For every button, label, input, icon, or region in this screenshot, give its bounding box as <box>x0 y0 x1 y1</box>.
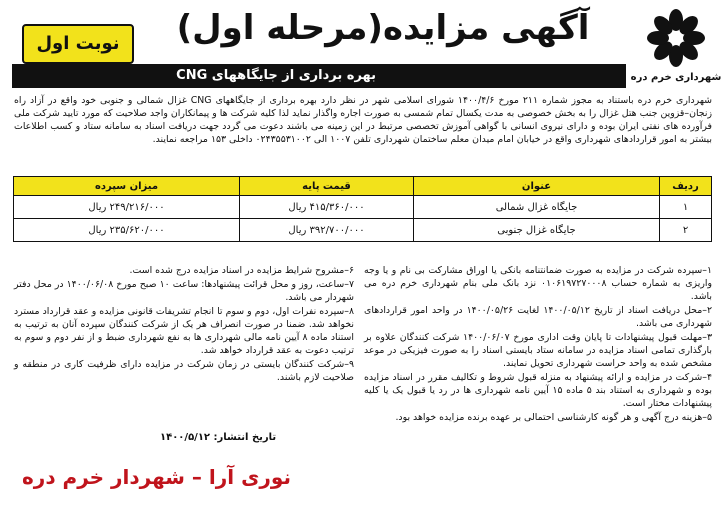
logo-label: شهرداری خرم دره <box>630 72 722 83</box>
conditions-left-column <box>14 264 354 385</box>
intro-paragraph: شهرداری خرم دره باستناد به مجوز شماره ۲۱۱ مورخ ۱۴۰۰/۴/۶ شورای اسلامی شهر در نظر دارد بهره برداری از جایگاههای CNG غزال شمالی و جنوبی خود واقع در آزاد راه زنجان–قزوین جنب هتل غزال را به بخش خصوصی به مدت یکسال تمام شمسی به صورت اجاره واگذار نماید لذا کلیه شرکت ها و پیمانکاران واجد صلاحیت که مورد تایید شرکت ملی فرآورده های نفتی ایران بوده و دارای نیروی انسانی با گواهی آموزش تخصصی مرتبط در این زمینه می باشند دعوت می گردد جهت دریافت اسناد به سامانه ستاد و کسب اطلاعات بیشتر به امور قراردادهای شهرداری واقع در خیابان امام میدان معلم ساختمان شهرداری تلفن ۱۰۰۷ الی ۰۲۴۳۵۵۳۱۰۰۲ داخلی ۱۵۳ مراجعه نمایند. <box>14 95 713 145</box>
auction-table <box>13 176 712 242</box>
mayor-signature: نوری آرا – شهردار خرم دره <box>22 465 291 489</box>
table-row <box>14 219 712 242</box>
publish-date: تاریخ انتشار: ۱۴۰۰/۵/۱۲ <box>160 432 277 443</box>
base-price-cell: ۳۹۲/۷۰۰/۰۰۰ ریال <box>240 219 414 242</box>
base-price-cell: ۴۱۵/۳۶۰/۰۰۰ ریال <box>240 196 414 219</box>
column-header-deposit: میزان سپرده <box>14 177 240 196</box>
column-header-base-price: قیمت پایه <box>240 177 414 196</box>
column-header-title: عنوان <box>414 177 660 196</box>
condition-item: ۶–مشروح شرایط مزایده در اسناد مزایده درج شده است. <box>129 265 354 276</box>
condition-item: ۹–شرکت کنندگان بایستی در زمان شرکت در مزایده دارای ظرفیت کاری در منطقه و صلاحیت لازم باشند. <box>14 359 354 383</box>
title-cell: جایگاه غزال جنوبی <box>414 219 660 242</box>
condition-item: ۳–مهلت قبول پیشنهادات تا پایان وقت اداری مورخ ۱۴۰۰/۰۶/۰۷ شرکت کنندگان علاوه بر بارگذاری تمامی اسناد مزایده در سامانه ستاد بایستی اسناد را به صورت فیزیکی در موعد مشخص شده به واحد حراست شهرداری تحویل نمایند. <box>364 332 712 369</box>
condition-item: ۴–شرکت در مزایده و ارائه پیشنهاد به منزله قبول شروط و تکالیف مقرر در اسناد مزایده بوده و شهرداری به استناد بند ۵ ماده ۱۵ آیین نامه شهرداری ها در رد یا قبول یک یا کلیه پیشنهادات مختار است. <box>364 372 712 409</box>
page-title: آگهی مزایده(مرحله اول) <box>176 8 590 48</box>
logo-emblem-icon <box>641 6 711 70</box>
condition-item: ۱–سپرده شرکت در مزایده به صورت ضمانتنامه بانکی یا اوراق مشارکت بی نام و یا وجه واریزی به شماره حساب ۰۱۰۶۱۹۷۲۷۰۰۰۸ نزد بانک ملی بنام شهرداری خرم دره می باشد. <box>364 265 712 302</box>
condition-item: ۲–محل دریافت اسناد از تاریخ ۱۴۰۰/۰۵/۱۲ لغایت ۱۴۰۰/۰۵/۲۶ در واحد امور قراردادهای شهرداری می باشد. <box>364 305 712 329</box>
deposit-cell: ۲۳۵/۶۲۰/۰۰۰ ریال <box>14 219 240 242</box>
subtitle-bar: بهره برداری از جایگاههای CNG <box>12 64 626 88</box>
table-row <box>14 196 712 219</box>
conditions-right-column <box>364 264 712 425</box>
condition-item: ۸–سپرده نفرات اول، دوم و سوم تا انجام تشریفات قانونی مزایده و عقد قرارداد مسترد نخواهد شد. ضمنا در صورت انصراف هر یک از شرکت کنندگان سپرده آنان به ترتیب به استناد ماده ۸ آیین نامه مالی شهرداری ها به نفع شهرداری ضبط و از نفر دوم و سوم به ترتیب دعوت به عقد قرارداد خواهد شد. <box>14 306 355 356</box>
column-header-row-number: ردیف <box>660 177 712 196</box>
title-cell: جایگاه غزال شمالی <box>414 196 660 219</box>
stage-badge: نوبت اول <box>22 24 134 64</box>
row-number-cell: ۲ <box>660 219 712 242</box>
condition-item: ۷–ساعت، روز و محل قرائت پیشنهادها: ساعت ۱۰ صبح مورخ ۱۴۰۰/۰۶/۰۸ در محل دفتر شهردار می باشد. <box>14 279 354 303</box>
table-header-row <box>14 177 712 196</box>
condition-item: ۵–هزینه درج آگهی و هر گونه کارشناسی احتمالی بر عهده برنده مزایده خواهد بود. <box>395 412 712 423</box>
municipality-logo <box>630 6 722 92</box>
row-number-cell: ۱ <box>660 196 712 219</box>
deposit-cell: ۲۴۹/۲۱۶/۰۰۰ ریال <box>14 196 240 219</box>
